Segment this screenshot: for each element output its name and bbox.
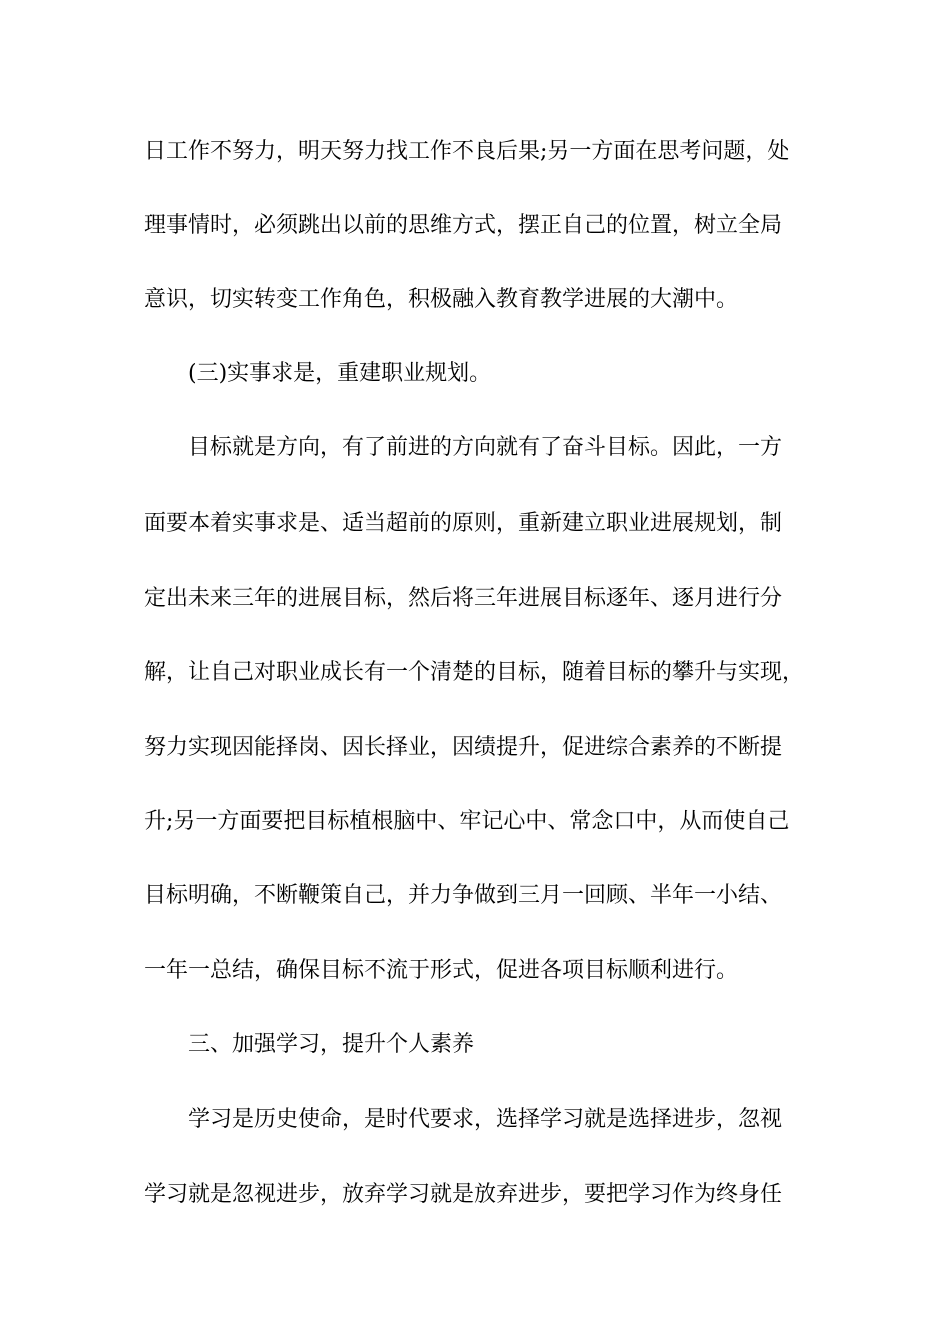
text-line: 努力实现因能择岗、因长择业，因绩提升，促进综合素养的不断提 [144, 735, 783, 760]
text-line: 定出未来三年的进展目标，然后将三年进展目标逐年、逐月进行分 [144, 586, 783, 611]
text-line: 理事情时，必须跳出以前的思维方式，摆正自己的位置，树立全局 [144, 213, 783, 238]
text-line: 一年一总结，确保目标不流于形式，促进各项目标顺利进行。 [144, 958, 739, 983]
text-line: 面要本着实事求是、适当超前的原则，重新建立职业进展规划，制 [144, 511, 783, 536]
text-line: 目标就是方向，有了前进的方向就有了奋斗目标。因此，一方 [188, 435, 783, 460]
section-subheading: (三)实事求是，重建职业规划。 [188, 361, 492, 386]
section-heading: 三、加强学习，提升个人素养 [188, 1032, 475, 1057]
text-line: 日工作不努力，明天努力找工作不良后果;另一方面在思考问题，处 [144, 139, 790, 164]
text-line: 意识，切实转变工作角色，积极融入教育教学进展的大潮中。 [144, 287, 739, 312]
text-line: 升;另一方面要把目标植根脑中、牢记心中、常念口中，从而使自己 [144, 809, 790, 834]
text-line: 解，让自己对职业成长有一个清楚的目标，随着目标的攀升与实现， [144, 660, 805, 685]
text-line: 目标明确，不断鞭策自己，并力争做到三月一回顾、半年一小结、 [144, 883, 783, 908]
text-line: 学习就是忽视进步，放弃学习就是放弃进步，要把学习作为终身任 [144, 1182, 783, 1207]
text-line: 学习是历史使命，是时代要求，选择学习就是选择进步，忽视 [188, 1107, 783, 1132]
